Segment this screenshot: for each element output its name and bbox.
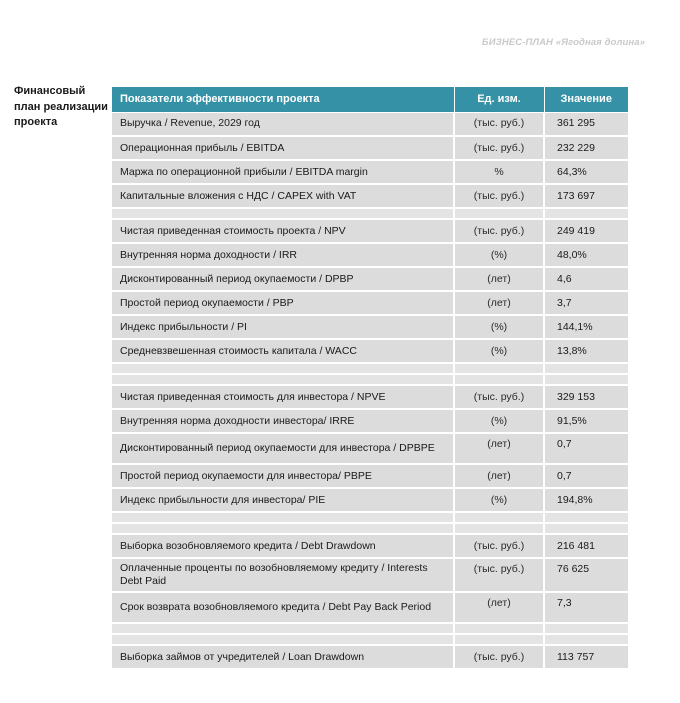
spacer-cell [544, 523, 628, 534]
table-spacer-row [112, 363, 628, 374]
spacer-cell [454, 363, 544, 374]
cell-indicator-name: Дисконтированный период окупаемости для инвестора / DPBPE [112, 433, 454, 464]
spacer-cell [544, 623, 628, 634]
table-row[interactable] [112, 136, 628, 160]
cell-value: 4,6 [544, 267, 628, 291]
cell-value: 48,0% [544, 243, 628, 267]
cell-indicator-name: Выручка / Revenue, 2029 год [112, 112, 454, 136]
cell-indicator-name: Индекс прибыльности / PI [112, 315, 454, 339]
kpi-table [112, 87, 628, 670]
kpi-table-container [112, 87, 628, 670]
cell-value: 0,7 [544, 464, 628, 488]
kpi-table-body [112, 112, 628, 669]
cell-unit: (тыс. руб.) [454, 534, 544, 558]
cell-indicator-name: Капитальные вложения с НДС / CAPEX with VAT [112, 184, 454, 208]
table-row[interactable] [112, 558, 628, 592]
cell-indicator-name: Простой период окупаемости / PBP [112, 291, 454, 315]
cell-unit: (%) [454, 339, 544, 363]
spacer-cell [454, 208, 544, 219]
cell-value: 249 419 [544, 219, 628, 243]
cell-unit: (тыс. руб.) [454, 112, 544, 136]
cell-unit: (тыс. руб.) [454, 645, 544, 669]
cell-indicator-name: Оплаченные проценты по возобновляемому кредиту / Interests Debt Paid [112, 558, 454, 592]
cell-value: 173 697 [544, 184, 628, 208]
cell-unit: (тыс. руб.) [454, 136, 544, 160]
spacer-cell [454, 374, 544, 385]
cell-unit: (лет) [454, 433, 544, 464]
cell-unit: (%) [454, 243, 544, 267]
cell-unit: (тыс. руб.) [454, 184, 544, 208]
table-row[interactable] [112, 409, 628, 433]
spacer-cell [112, 363, 454, 374]
cell-indicator-name: Чистая приведенная стоимость проекта / NPV [112, 219, 454, 243]
table-row[interactable] [112, 433, 628, 464]
cell-unit: (лет) [454, 267, 544, 291]
cell-value: 361 295 [544, 112, 628, 136]
cell-indicator-name: Срок возврата возобновляемого кредита / Debt Pay Back Period [112, 592, 454, 623]
spacer-cell [454, 523, 544, 534]
table-row[interactable] [112, 592, 628, 623]
table-spacer-row [112, 523, 628, 534]
column-header-unit: Ед. изм. [454, 87, 544, 112]
table-row[interactable] [112, 160, 628, 184]
table-spacer-row [112, 374, 628, 385]
cell-indicator-name: Чистая приведенная стоимость для инвестора / NPVE [112, 385, 454, 409]
cell-indicator-name: Индекс прибыльности для инвестора/ PIE [112, 488, 454, 512]
table-row[interactable] [112, 315, 628, 339]
cell-value: 0,7 [544, 433, 628, 464]
table-row[interactable] [112, 243, 628, 267]
cell-unit: (лет) [454, 464, 544, 488]
cell-indicator-name: Внутренняя норма доходности инвестора/ IRRE [112, 409, 454, 433]
spacer-cell [454, 623, 544, 634]
cell-unit: (лет) [454, 592, 544, 623]
cell-unit: (%) [454, 315, 544, 339]
spacer-cell [112, 512, 454, 523]
spacer-cell [112, 523, 454, 534]
cell-indicator-name: Операционная прибыль / EBITDA [112, 136, 454, 160]
table-spacer-row [112, 623, 628, 634]
table-row[interactable] [112, 291, 628, 315]
cell-value: 91,5% [544, 409, 628, 433]
table-row[interactable] [112, 645, 628, 669]
spacer-cell [544, 363, 628, 374]
cell-indicator-name: Выборка займов от учредителей / Loan Drawdown [112, 645, 454, 669]
table-row[interactable] [112, 267, 628, 291]
spacer-cell [454, 634, 544, 645]
spacer-cell [112, 374, 454, 385]
cell-value: 7,3 [544, 592, 628, 623]
cell-indicator-name: Простой период окупаемости для инвестора/ PBPE [112, 464, 454, 488]
table-row[interactable] [112, 488, 628, 512]
cell-value: 194,8% [544, 488, 628, 512]
running-header: БИЗНЕС-ПЛАН «Ягодная долина» [481, 37, 645, 48]
spacer-cell [544, 208, 628, 219]
cell-unit: (тыс. руб.) [454, 385, 544, 409]
table-row[interactable] [112, 184, 628, 208]
table-header-row [112, 87, 628, 112]
cell-value: 13,8% [544, 339, 628, 363]
cell-value: 329 153 [544, 385, 628, 409]
table-row[interactable] [112, 112, 628, 136]
table-row[interactable] [112, 385, 628, 409]
table-row[interactable] [112, 464, 628, 488]
column-header-value: Значение [544, 87, 628, 112]
cell-unit: (%) [454, 409, 544, 433]
cell-value: 3,7 [544, 291, 628, 315]
table-spacer-row [112, 512, 628, 523]
cell-indicator-name: Внутренняя норма доходности / IRR [112, 243, 454, 267]
spacer-cell [112, 623, 454, 634]
cell-indicator-name: Средневзвешенная стоимость капитала / WACC [112, 339, 454, 363]
cell-value: 76 625 [544, 558, 628, 592]
spacer-cell [544, 374, 628, 385]
cell-unit: % [454, 160, 544, 184]
cell-value: 64,3% [544, 160, 628, 184]
cell-value: 144,1% [544, 315, 628, 339]
cell-unit: (лет) [454, 291, 544, 315]
table-spacer-row [112, 208, 628, 219]
spacer-cell [544, 512, 628, 523]
cell-unit: (тыс. руб.) [454, 219, 544, 243]
spacer-cell [544, 634, 628, 645]
spacer-cell [454, 512, 544, 523]
spacer-cell [112, 634, 454, 645]
spacer-cell [112, 208, 454, 219]
table-row[interactable] [112, 219, 628, 243]
cell-value: 216 481 [544, 534, 628, 558]
kpi-table-head [112, 87, 628, 112]
cell-unit: (тыс. руб.) [454, 558, 544, 592]
column-header-indicator: Показатели эффективности проекта [112, 87, 454, 112]
table-row[interactable] [112, 339, 628, 363]
section-caption: Финансовый план реализации проекта [14, 85, 108, 128]
cell-indicator-name: Дисконтированный период окупаемости / DPBP [112, 267, 454, 291]
cell-value: 232 229 [544, 136, 628, 160]
cell-unit: (%) [454, 488, 544, 512]
table-spacer-row [112, 634, 628, 645]
table-row[interactable] [112, 534, 628, 558]
cell-indicator-name: Маржа по операционной прибыли / EBITDA margin [112, 160, 454, 184]
cell-value: 113 757 [544, 645, 628, 669]
cell-indicator-name: Выборка возобновляемого кредита / Debt Drawdown [112, 534, 454, 558]
